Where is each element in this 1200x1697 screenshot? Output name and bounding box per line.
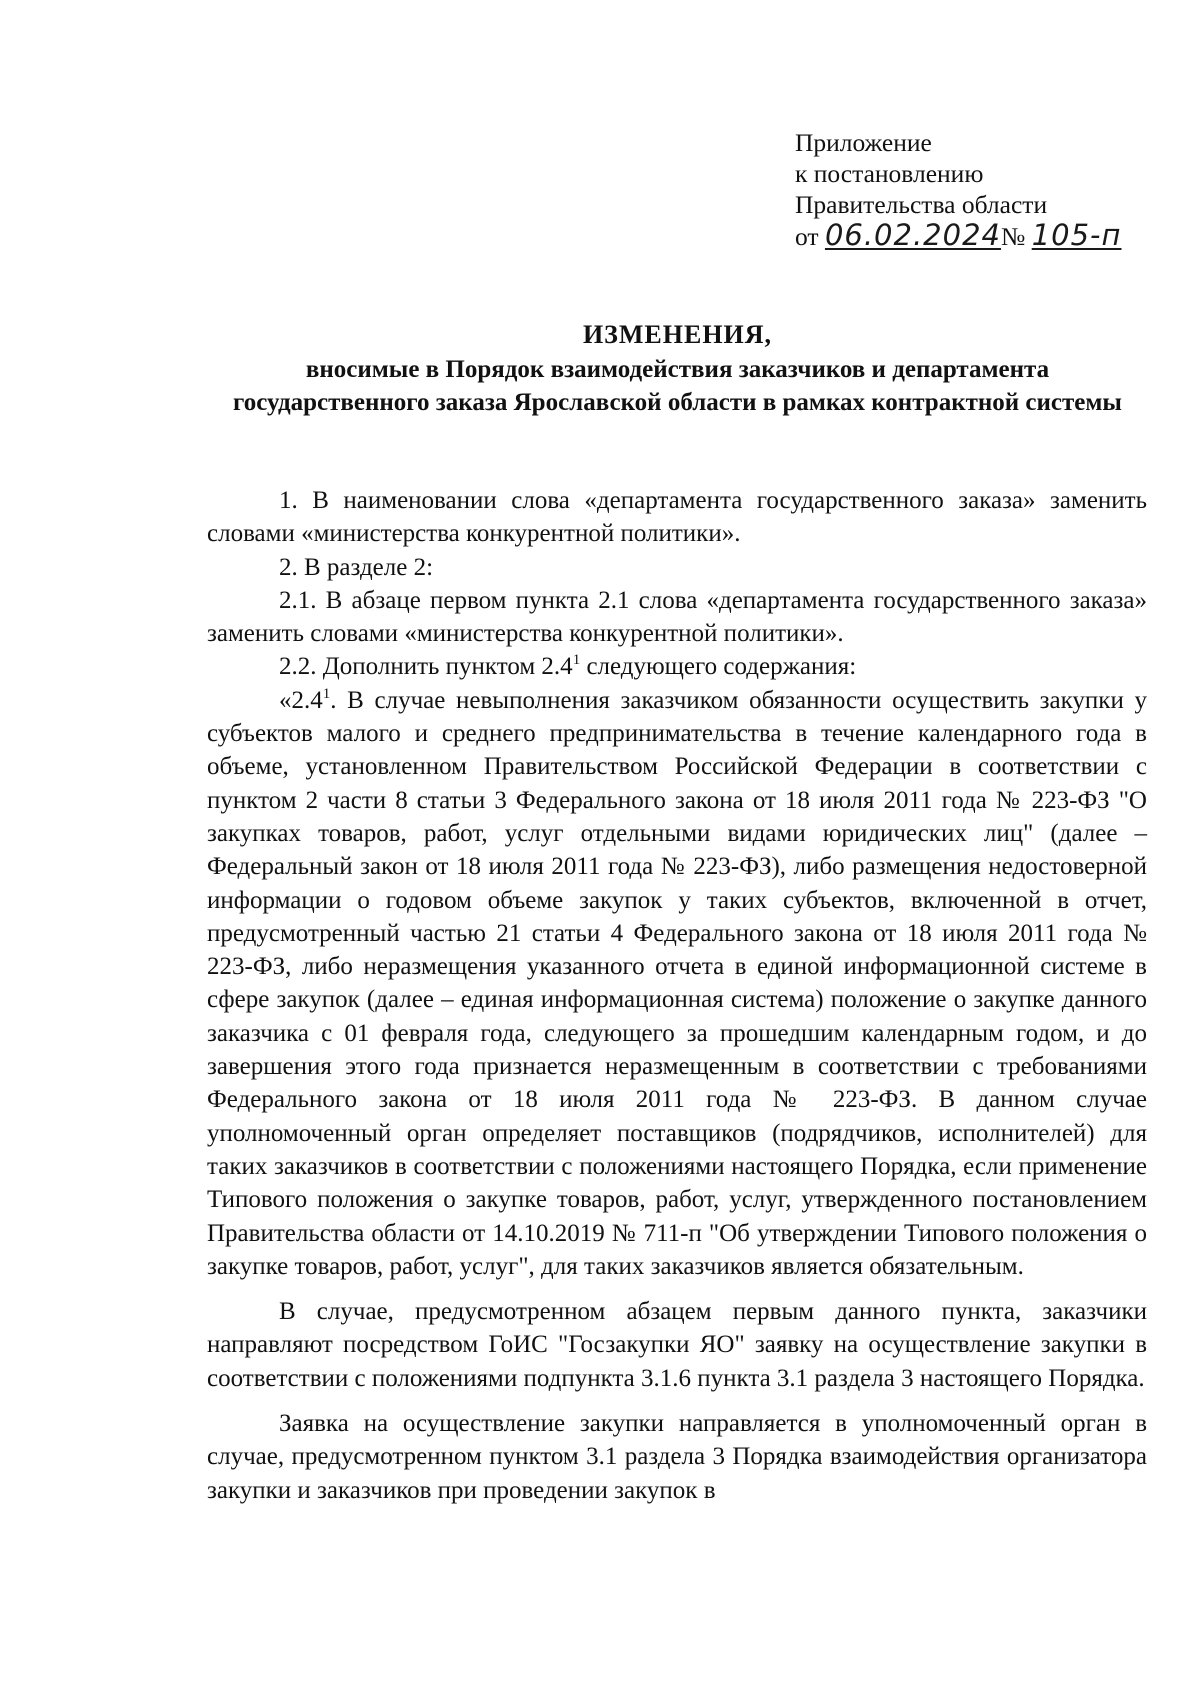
paragraph-2: 2. В разделе 2: <box>279 553 434 581</box>
title-heading: ИЗМЕНЕНИЯ, <box>582 320 773 349</box>
document-body <box>207 484 1147 1507</box>
approval-line-2: к постановлению <box>795 159 984 188</box>
document-title <box>210 317 1145 419</box>
paragraph-2-2-text-b: следующего содержания: <box>580 653 857 681</box>
approval-line-1: Приложение <box>795 128 932 157</box>
approval-number-sign: № <box>1000 222 1026 251</box>
approval-stamp <box>795 127 1121 252</box>
paragraph-2-4-1-text-b: . В случае невыполнения заказчиком обязанности осуществить закупки у субъектов малого и среднего предпринимательства в течение календарного года в объеме, установленном Правительством Российской Федерации в соответствии с пунктом 2 части 8 статьи 3 Федерального закона от 18 июля 2011 года № 223-ФЗ "О закупках товаров, работ, услуг отдельными видами юридических лиц" (далее – Федеральный закон от 18 июля 2011 года № 223-ФЗ), либо размещения недостоверной информации о годовом объеме закупок у таких субъектов, включенной в отчет, предусмотренный частью 21 статьи 4 Федерального закона от 18 июля 2011 года № 223-ФЗ, либо неразмещения указанного отчета в единой информационной системе в сфере закупок (далее – единая информационная система) положение о закупке данного заказчика с 01 февраля года, следующего за прошедшим календарным годом, и до завершения этого года признается неразмещенным в соответствии с требованиями Федерального закона от 18 июля 2011 года № 223-ФЗ. В данном случае уполномоченный орган определяет поставщиков (подрядчиков, исполнителей) для таких заказчиков в соответствии с положениями настоящего Порядка, если применение Типового положения о закупке товаров, работ, услуг, утвержденного постановлением Правительства области от 14.10.2019 № 711-п "Об утверждении Типового положения о закупке товаров, работ, услуг", для таких заказчиков является обязательным. <box>207 686 1147 1280</box>
paragraph-2-1: 2.1. В абзаце первом пункта 2.1 слова «департамента государственного заказа» заменить словами «министерства конкурентной политики». <box>207 586 1147 648</box>
paragraph-2-2-text-a: 2.2. Дополнить пунктом 2.4 <box>279 653 573 681</box>
paragraph-2-4-1-text-a: «2.4 <box>279 686 323 714</box>
paragraph-2-4-1-superscript: 1 <box>322 685 331 702</box>
paragraph-2-4-1 <box>207 684 1147 1283</box>
approval-line-3: Правительства области <box>795 190 1048 219</box>
approval-from-label: от <box>795 222 819 251</box>
approval-date: 06.02.2024 <box>824 218 1001 252</box>
paragraph-case: В случае, предусмотренном абзацем первым данного пункта, заказчики направляют посредством ГоИС "Госзакупки ЯО" заявку на осуществление закупки в соответствии с положениями подпункта 3.1.6 пункта 3.1 раздела 3 настоящего Порядка. <box>207 1298 1147 1392</box>
paragraph-1: 1. В наименовании слова «департамента государственного заказа» заменить словами «министерства конкурентной политики». <box>207 487 1147 548</box>
approval-line-4 <box>795 220 1121 252</box>
paragraph-request: Заявка на осуществление закупки направляется в уполномоченный орган в случае, предусмотренном пунктом 3.1 раздела 3 Порядка взаимодействия организатора закупки и заказчиков при проведении закупок в <box>207 1410 1147 1504</box>
title-subtitle: вносимые в Порядок взаимодействия заказчиков и департамента государственного заказа Ярославской области в рамках контрактной системы <box>233 356 1122 416</box>
paragraph-2-2 <box>207 650 1147 683</box>
approval-number: 105-п <box>1031 218 1122 252</box>
paragraph-2-2-superscript: 1 <box>572 652 581 669</box>
